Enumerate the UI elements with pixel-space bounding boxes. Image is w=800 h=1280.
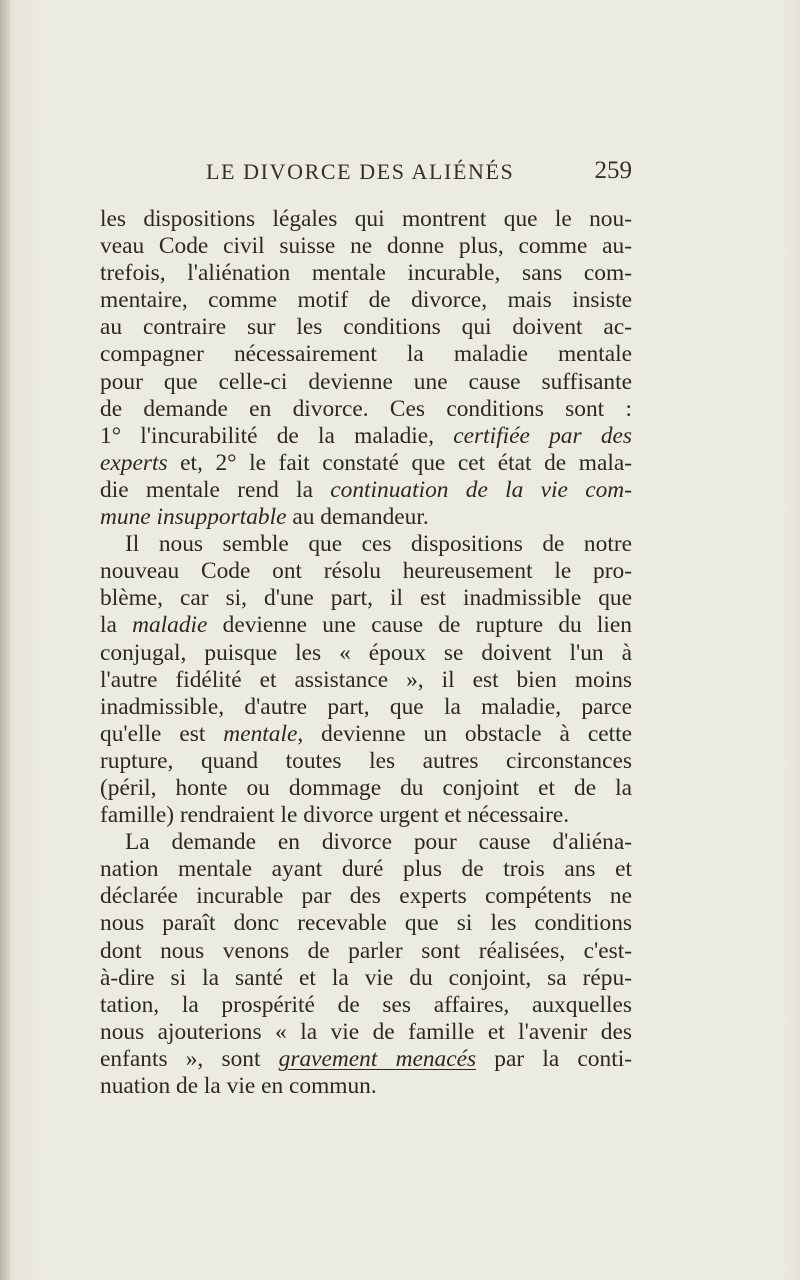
text-line bbox=[100, 477, 632, 504]
text-segment: nous ajouterions « la vie de famille et l'avenir des bbox=[100, 1018, 632, 1045]
text-segment: et, 2° le fait constaté que cet état de mala- bbox=[167, 449, 632, 476]
text-segment: inadmissible, d'autre part, que la maladie, parce bbox=[100, 693, 632, 720]
text-line bbox=[100, 558, 632, 585]
text-line bbox=[100, 585, 632, 612]
text-line bbox=[100, 369, 632, 396]
text-line bbox=[100, 531, 632, 558]
text-line bbox=[100, 233, 632, 260]
text-segment: experts bbox=[100, 449, 168, 476]
text-line bbox=[100, 450, 632, 477]
page-number: 259 bbox=[594, 157, 632, 184]
text-segment: tation, la prospérité de ses affaires, auxquelles bbox=[100, 991, 632, 1018]
text-line bbox=[100, 667, 632, 694]
text-line bbox=[100, 829, 632, 856]
text-line bbox=[100, 775, 632, 802]
text-segment: trefois, l'aliénation mentale incurable, sans com- bbox=[100, 260, 632, 287]
text-segment: maladie bbox=[132, 612, 208, 639]
text-line bbox=[100, 748, 632, 775]
text-segment: (péril, honte ou dommage du conjoint et de la bbox=[100, 774, 632, 801]
text-segment: veau Code civil suisse ne donne plus, comme au- bbox=[100, 233, 632, 260]
text-segment: nous paraît donc recevable que si les conditions bbox=[100, 910, 632, 937]
text-segment: nuation de la vie en commun. bbox=[100, 1073, 377, 1099]
text-line bbox=[100, 1019, 632, 1046]
running-title: LE DIVORCE DES ALIÉNÉS bbox=[206, 159, 515, 184]
body-text bbox=[100, 206, 632, 1100]
text-line bbox=[100, 206, 632, 233]
text-segment: la bbox=[100, 612, 133, 639]
text-segment: gravement menacés bbox=[278, 1045, 477, 1072]
text-line bbox=[100, 856, 632, 883]
text-line bbox=[100, 1073, 632, 1100]
text-line bbox=[100, 260, 632, 287]
text-line bbox=[100, 802, 632, 829]
text-segment: Il nous semble que ces dispositions de notre bbox=[125, 531, 632, 558]
text-line bbox=[100, 341, 632, 368]
text-line bbox=[100, 396, 632, 423]
text-line bbox=[100, 1046, 632, 1073]
text-line bbox=[100, 883, 632, 910]
page-header bbox=[100, 159, 632, 189]
text-segment: enfants », sont bbox=[100, 1045, 279, 1072]
page-gutter-edge bbox=[0, 0, 10, 1280]
text-line bbox=[100, 640, 632, 667]
text-line bbox=[100, 287, 632, 314]
text-segment: die mentale rend la bbox=[100, 476, 331, 503]
text-segment: nouveau Code ont résolu heureusement le pro- bbox=[100, 558, 632, 585]
text-segment: à-dire si la santé et la vie du conjoint, sa répu- bbox=[100, 964, 632, 991]
text-line bbox=[100, 504, 632, 531]
text-segment: 1° l'incurabilité de la maladie, bbox=[100, 422, 454, 449]
text-segment: déclarée incurable par des experts compétents ne bbox=[100, 883, 632, 910]
text-segment: conjugal, puisque les « époux se doivent l'un à bbox=[100, 639, 632, 666]
text-line bbox=[100, 314, 632, 341]
text-segment: certifiée par des bbox=[453, 422, 632, 449]
text-segment: compagner nécessairement la maladie mentale bbox=[100, 341, 632, 368]
text-segment: par la conti- bbox=[476, 1045, 632, 1072]
text-segment: mentale bbox=[223, 720, 298, 747]
text-segment: rupture, quand toutes les autres circonstances bbox=[100, 747, 632, 774]
text-segment: blème, car si, d'une part, il est inadmissible que bbox=[100, 585, 632, 612]
text-segment: devienne une cause de rupture du lien bbox=[207, 612, 632, 639]
text-line bbox=[100, 910, 632, 937]
text-segment: l'autre fidélité et assistance », il est bien moins bbox=[100, 666, 632, 693]
text-line bbox=[100, 423, 632, 450]
text-segment: mentaire, comme motif de divorce, mais insiste bbox=[100, 287, 632, 314]
text-segment: au demandeur. bbox=[286, 504, 429, 531]
text-line bbox=[100, 938, 632, 965]
text-line bbox=[100, 612, 632, 639]
text-segment: les dispositions légales qui montrent que le nou- bbox=[100, 206, 632, 232]
text-segment: pour que celle-ci devienne une cause suffisante bbox=[100, 368, 632, 395]
text-segment: La demande en divorce pour cause d'aliéna- bbox=[125, 829, 632, 856]
text-segment: continuation de la vie com- bbox=[330, 476, 632, 503]
text-line bbox=[100, 965, 632, 992]
text-segment: mune insupportable bbox=[100, 504, 287, 531]
text-segment: nation mentale ayant duré plus de trois ans et bbox=[100, 856, 632, 883]
text-segment: , devienne un obstacle à cette bbox=[297, 720, 632, 747]
text-segment: famille) rendraient le divorce urgent et nécessaire. bbox=[100, 802, 570, 829]
text-line bbox=[100, 992, 632, 1019]
text-line bbox=[100, 694, 632, 721]
text-segment: de demande en divorce. Ces conditions sont : bbox=[100, 395, 632, 422]
text-segment: au contraire sur les conditions qui doivent ac- bbox=[100, 314, 632, 341]
text-segment: dont nous venons de parler sont réalisées, c'est- bbox=[100, 937, 632, 964]
text-line bbox=[100, 721, 632, 748]
text-segment: qu'elle est bbox=[100, 720, 224, 747]
